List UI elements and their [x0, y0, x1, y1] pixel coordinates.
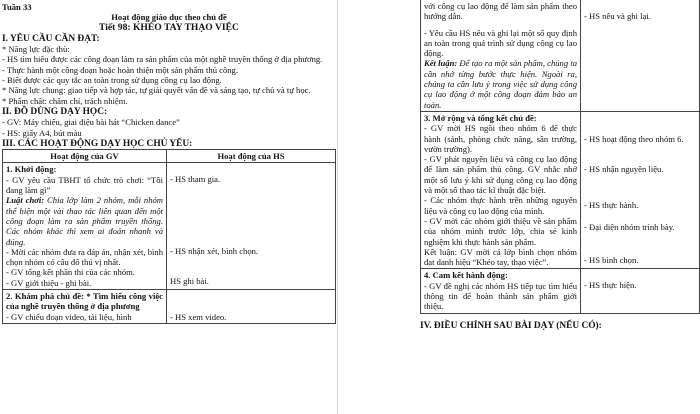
- section1-item: * Năng lực chung: giao tiếp và hợp tác, tự giải quyết vấn đề và sáng tạo, tự chủ và tự học.: [2, 85, 311, 96]
- hs-text: - HS hoạt động theo nhóm 6.: [584, 133, 684, 144]
- section1-item: - Biết được các quy tắc an toàn trong sử dụng công cụ lao động.: [2, 75, 222, 86]
- hs-cell: [581, 269, 700, 313]
- section2-item: - HS: giấy A4, bút màu: [2, 127, 82, 138]
- subject-title: Hoạt động giáo dục theo chủ đề: [111, 12, 227, 23]
- gv-text: - GV giới thiệu - ghi bài.: [6, 277, 92, 288]
- section1-item: * Phẩm chất: chăm chỉ, trách nhiệm.: [2, 95, 128, 106]
- hs-cell: [167, 290, 336, 324]
- table-row: [3, 163, 336, 290]
- conclusion-text: Để tạo ra một sản phẩm, chúng ta cần nhớ từng bước thực hiện. Ngoài ra, chúng ta cần lưu ý trong việc sử dụng công cụ lao động ở một công đoạn đảm bảo an toàn.: [424, 58, 578, 110]
- gv-text: - GV yêu cầu TBHT tổ chức trò chơi: “Tôi đang làm gì”: [6, 174, 163, 196]
- gv-text: - GV phát nguyên liệu và công cụ lao động để làm sản phẩm thủ công. GV nhắc nhở một số lưu ý khi sử dụng công cụ lao động và một số thao tác kĩ thuật đặc biệt.: [424, 154, 577, 196]
- activity-table: [2, 149, 336, 324]
- table-row: [3, 290, 336, 324]
- conclusion-label: Kết luận:: [424, 58, 458, 69]
- hs-cell: [167, 163, 336, 290]
- gv-cell: [421, 111, 581, 268]
- hs-text: - HS thực hành.: [584, 199, 639, 210]
- hs-cell: [581, 111, 700, 268]
- table-row: [421, 269, 700, 313]
- table-row: [421, 111, 700, 268]
- hs-text: - HS nhận nguyên liệu.: [584, 164, 664, 175]
- gv-text: - GV mời HS ngồi theo nhóm 6 để thực hành (sảnh, phòng chức năng, sân trường, vườn trường).: [424, 123, 577, 154]
- hs-text: - HS xem video.: [170, 312, 227, 323]
- gv-cell: [3, 163, 167, 290]
- gv-cell: [3, 290, 167, 324]
- column-header-gv: Hoạt động của GV: [3, 150, 167, 163]
- section2-item: - GV: Máy chiếu, giai điệu bài hát “Chicken dance”: [2, 117, 180, 128]
- gv-text: - Mời các nhóm đưa ra đáp án, nhận xét, bình chọn nhóm có câu đố thú vị nhất.: [6, 246, 163, 268]
- gv-text: - GV tổng kết phần thi của các nhóm.: [6, 267, 135, 278]
- conclusion-paragraph: [424, 58, 577, 109]
- hs-text: - Đại diện nhóm trình bày.: [584, 221, 675, 232]
- gv-text: - Các nhóm thực hành trên những nguyên liệu và công cụ lao động của mình.: [424, 195, 577, 216]
- right-page: [420, 0, 700, 414]
- hs-text: - HS nhận xét, bình chọn.: [170, 245, 259, 256]
- section1-item: - Thực hành một công đoạn hoặc hoàn thiện một sản phẩm thủ công.: [2, 64, 239, 75]
- section2-heading: II. ĐỒ DÙNG DẠY HỌC:: [2, 106, 108, 117]
- hs-text: - HS thực hiện.: [584, 280, 637, 291]
- gv-cell: [421, 269, 581, 313]
- left-page: [2, 2, 336, 414]
- gv-text: Kết luận: GV mời cả lớp bình chọn nhóm đạt danh hiệu “Khéo tay, thạo việc”.: [424, 246, 577, 268]
- page-divider: [337, 0, 338, 414]
- lesson-title: Tiết 98: KHÉO TAY THẠO VIỆC: [99, 21, 239, 33]
- hs-cell: [581, 0, 700, 111]
- section1-heading: I. YÊU CẦU CẦN ĐẠT:: [2, 33, 100, 44]
- table-row: [421, 0, 700, 111]
- gv-text: - GV đề nghị các nhóm HS tiếp tục tìm hiểu thông tin để hoàn thành sản phẩm giới thiệu.: [424, 280, 577, 312]
- gv-text: - GV mời các nhóm giới thiệu về sản phẩm của nhóm mình trước lớp, chia sẻ kinh nghiệm khi thực hành sản phẩm.: [424, 215, 577, 247]
- rule-paragraph: [6, 195, 163, 246]
- hs-text: HS ghi bài.: [170, 276, 209, 287]
- gv-text: - Yêu cầu HS nêu và ghi lại một số quy định an toàn trong quá trình sử dụng công cụ lao động.: [424, 27, 577, 59]
- section1-item: * Năng lực đặc thù:: [2, 44, 70, 55]
- hs-text: - HS bình chọn.: [584, 255, 639, 266]
- column-header-hs: Hoạt động của HS: [167, 150, 336, 163]
- section3-heading: III. CÁC HOẠT ĐỘNG DẠY HỌC CHỦ YẾU:: [2, 138, 193, 149]
- gv-text: với công cụ lao động để làm sản phẩm theo hướng dẫn.: [424, 1, 577, 22]
- week-label: Tuần 33: [2, 2, 32, 12]
- activity-heading: 3. Mở rộng và tổng kết chủ đề:: [424, 112, 537, 123]
- hs-text: - HS nêu và ghi lại.: [584, 11, 651, 21]
- rule-label: Luật chơi:: [6, 195, 45, 206]
- activity-heading: 1. Khởi động:: [6, 164, 57, 175]
- rule-text: Chia lớp làm 2 nhóm, mỗi nhóm thể hiện một vài thao tác liên quan đến một công đoạn làm ra sản phẩm truyền thống. Các nhóm khác thì xem ai đoán nhanh và đúng.: [6, 195, 163, 247]
- activity-table-continued: [420, 0, 700, 314]
- gv-cell: [421, 0, 581, 111]
- hs-text: - HS tham gia.: [170, 174, 221, 185]
- section1-item: - HS tìm hiểu được các công đoạn làm ra sản phẩm của một nghề truyền thống ở địa phương.: [2, 54, 323, 65]
- gv-text: - GV chiếu đoạn video, tài liệu, hình: [6, 311, 132, 322]
- activity-heading: 2. Khám phá chủ đề: * Tìm hiểu công việc của nghề truyền thống ở địa phương: [6, 291, 163, 312]
- activity-heading: 4. Cam kết hành động:: [424, 270, 508, 281]
- table-header-row: [3, 150, 336, 163]
- section4-heading: IV. ĐIỀU CHỈNH SAU BÀI DẠY (NẾU CÓ):: [420, 320, 602, 331]
